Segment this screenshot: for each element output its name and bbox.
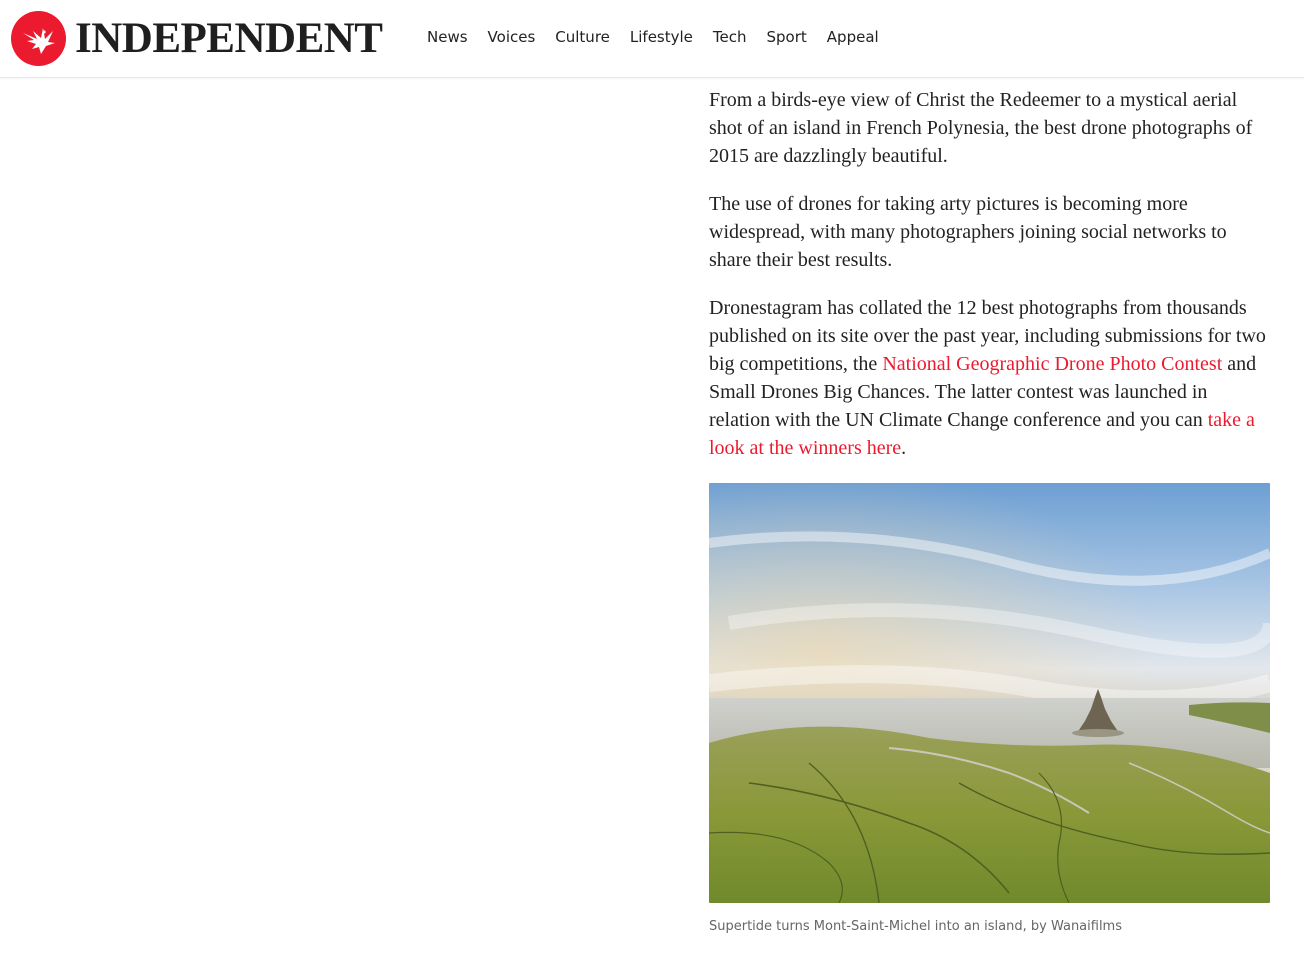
nav-item-tech[interactable]: Tech bbox=[712, 28, 747, 46]
photo-caption: Supertide turns Mont-Saint-Michel into an island, by Wanaifilms bbox=[709, 919, 1122, 934]
article-paragraph-3 bbox=[709, 294, 1271, 462]
site-logo[interactable] bbox=[11, 11, 383, 66]
paragraph-text: Dronestagram has collated the 12 best photographs from thousands published on its site over the past year, including submissions for two big competitions, the bbox=[709, 297, 1266, 375]
national-geographic-link[interactable]: National Geographic Drone Photo Contest bbox=[882, 353, 1223, 375]
paragraph-text: and Small Drones Big Chances. The latter contest was launched in relation with the UN Climate Change conference and you can bbox=[709, 353, 1257, 431]
nav-item-news[interactable]: News bbox=[427, 28, 468, 46]
logo-wordmark: INDEPENDENT bbox=[75, 15, 383, 62]
article-body bbox=[709, 86, 1271, 482]
article-paragraph-1: From a birds-eye view of Christ the Redeemer to a mystical aerial shot of an island in French Polynesia, the best drone photographs of 2015 are dazzlingly beautiful. bbox=[709, 89, 1253, 167]
nav-item-lifestyle[interactable]: Lifestyle bbox=[629, 28, 693, 46]
article-paragraph-2: The use of drones for taking arty pictures is becoming more widespread, with many photographers joining social networks to share their best results. bbox=[709, 193, 1227, 271]
article-figure bbox=[709, 483, 1270, 936]
nav-item-appeal[interactable]: Appeal bbox=[826, 28, 879, 46]
winners-link[interactable]: take a look at the winners here bbox=[709, 409, 1255, 459]
site-header bbox=[0, 0, 1304, 78]
eagle-icon bbox=[11, 11, 66, 66]
main-nav bbox=[427, 27, 899, 47]
nav-item-voices[interactable]: Voices bbox=[487, 28, 536, 46]
nav-item-sport[interactable]: Sport bbox=[766, 28, 807, 46]
nav-item-culture[interactable]: Culture bbox=[555, 28, 610, 46]
aerial-photo bbox=[709, 483, 1270, 903]
paragraph-text: . bbox=[901, 437, 907, 459]
